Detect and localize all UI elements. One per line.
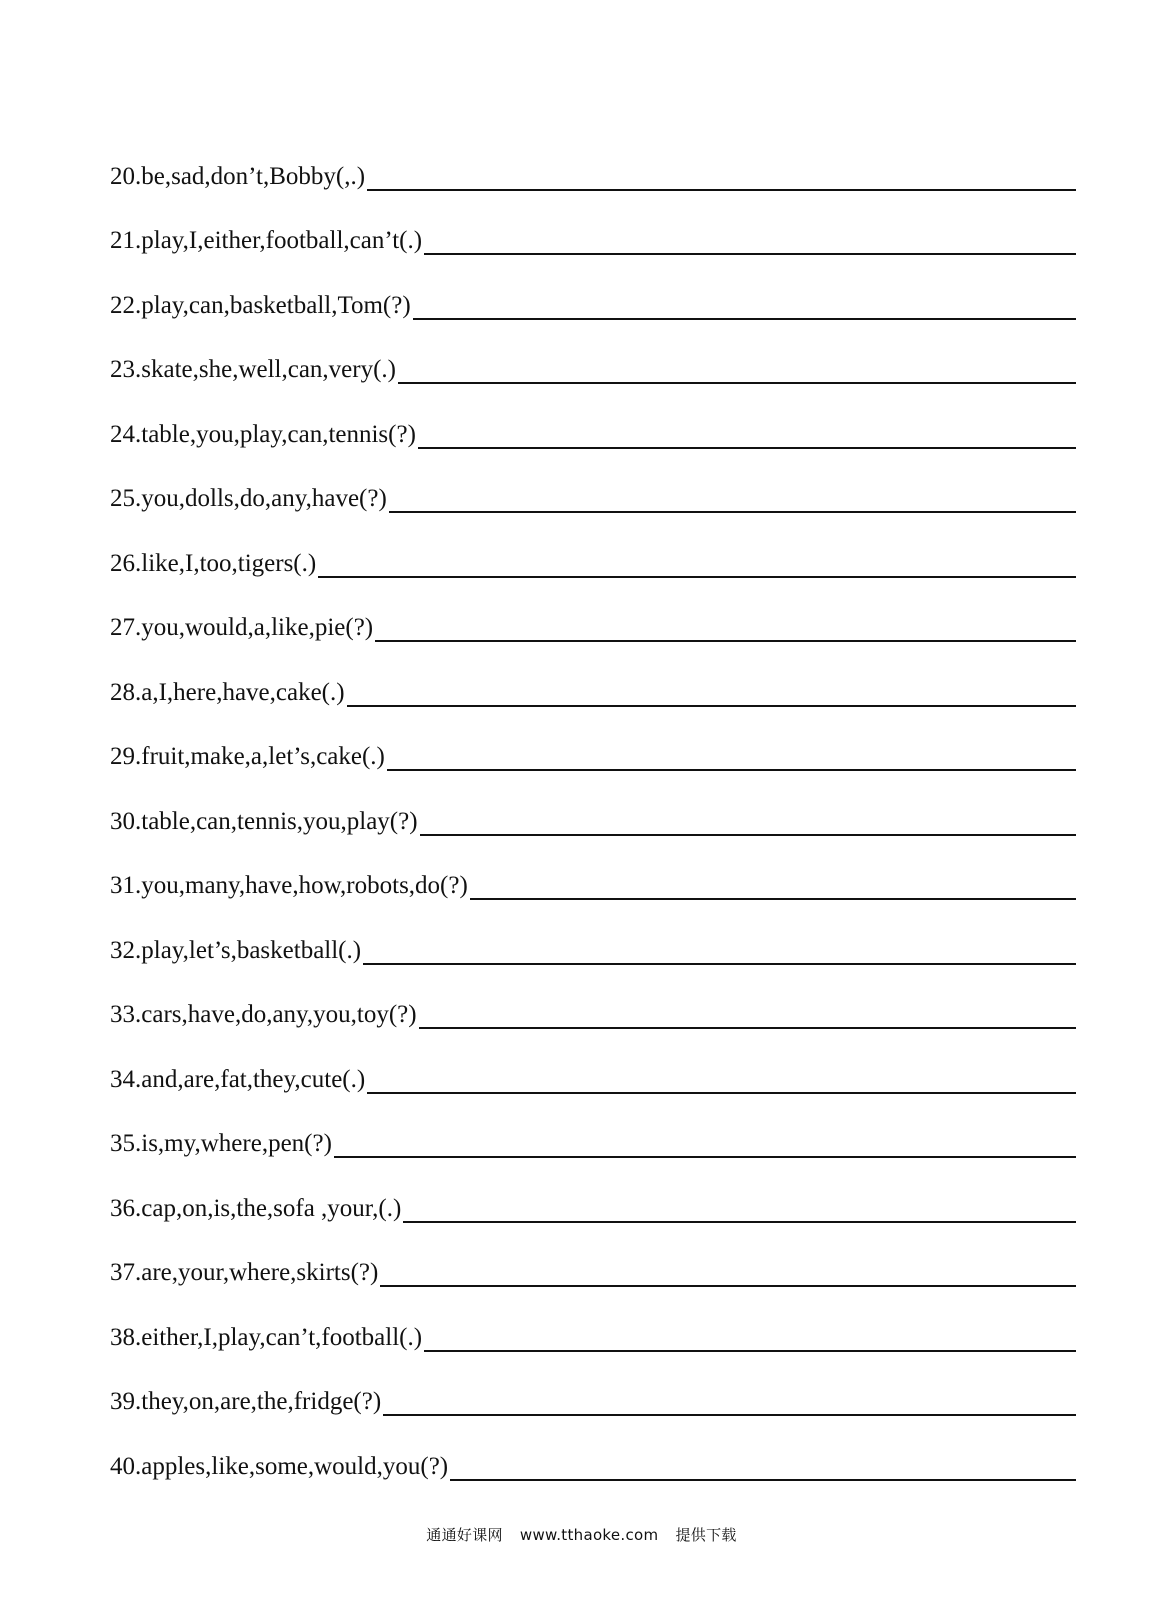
answer-line[interactable] (318, 576, 1076, 578)
exercise-list (110, 126, 1076, 1481)
answer-line[interactable] (424, 1350, 1076, 1352)
answer-line[interactable] (347, 705, 1076, 707)
page-footer (0, 1524, 1163, 1545)
answer-line[interactable] (334, 1156, 1076, 1158)
exercise-prompt: 29.fruit,make,a,let’s,cake(.) (110, 743, 385, 770)
answer-line[interactable] (418, 447, 1076, 449)
exercise-item-25 (110, 449, 1076, 514)
answer-line[interactable] (367, 1092, 1076, 1094)
answer-line[interactable] (424, 253, 1076, 255)
answer-line[interactable] (383, 1414, 1076, 1416)
exercise-item-36 (110, 1158, 1076, 1223)
exercise-prompt: 27.you,would,a,like,pie(?) (110, 614, 374, 641)
exercise-item-24 (110, 384, 1076, 449)
exercise-prompt: 25.you,dolls,do,any,have(?) (110, 485, 387, 512)
exercise-item-30 (110, 771, 1076, 836)
exercise-prompt: 24.table,you,play,can,tennis(?) (110, 420, 416, 448)
exercise-item-29 (110, 707, 1076, 772)
answer-line[interactable] (367, 189, 1076, 191)
exercise-prompt: 34.and,are,fat,they,cute(.) (110, 1065, 366, 1093)
answer-line[interactable] (387, 769, 1076, 771)
exercise-item-23 (110, 320, 1076, 385)
footer-url: www.tthaoke.com (519, 1526, 659, 1544)
exercise-item-32 (110, 900, 1076, 965)
exercise-item-33 (110, 965, 1076, 1030)
exercise-item-27 (110, 578, 1076, 643)
answer-line[interactable] (419, 1027, 1076, 1029)
exercise-prompt: 22.play,can,basketball,Tom(?) (110, 291, 411, 319)
exercise-prompt: 30.table,can,tennis,you,play(?) (110, 807, 418, 835)
answer-line[interactable] (375, 640, 1076, 642)
exercise-item-37 (110, 1223, 1076, 1288)
exercise-prompt: 28.a,I,here,have,cake(.) (110, 678, 345, 706)
exercise-item-39 (110, 1352, 1076, 1417)
exercise-prompt: 37.are,your,where,skirts(?) (110, 1259, 379, 1286)
answer-line[interactable] (470, 898, 1076, 900)
footer-site-name: 通通好课网 (426, 1526, 503, 1544)
exercise-item-38 (110, 1287, 1076, 1352)
exercise-prompt: 36.cap,on,is,the,sofa ,your,(.) (110, 1194, 402, 1222)
exercise-prompt: 35.is,my,where,pen(?) (110, 1130, 332, 1157)
exercise-prompt: 23.skate,she,well,can,very(.) (110, 356, 396, 383)
exercise-item-22 (110, 255, 1076, 320)
exercise-prompt: 26.like,I,too,tigers(.) (110, 549, 317, 577)
exercise-item-34 (110, 1029, 1076, 1094)
exercise-prompt: 38.either,I,play,can’t,football(.) (110, 1323, 423, 1351)
exercise-prompt: 20.be,sad,don’t,Bobby(,.) (110, 162, 366, 190)
exercise-item-28 (110, 642, 1076, 707)
answer-line[interactable] (363, 963, 1076, 965)
answer-line[interactable] (450, 1479, 1076, 1481)
answer-line[interactable] (389, 511, 1076, 513)
exercise-prompt: 39.they,on,are,the,fridge(?) (110, 1388, 382, 1415)
exercise-item-35 (110, 1094, 1076, 1159)
answer-line[interactable] (413, 318, 1076, 320)
exercise-item-31 (110, 836, 1076, 901)
exercise-item-21 (110, 191, 1076, 256)
footer-note: 提供下载 (675, 1526, 737, 1544)
exercise-item-26 (110, 513, 1076, 578)
exercise-prompt: 32.play,let’s,basketball(.) (110, 936, 362, 964)
exercise-prompt: 21.play,I,either,football,can’t(.) (110, 227, 423, 254)
exercise-prompt: 31.you,many,have,how,robots,do(?) (110, 872, 468, 899)
exercise-item-20 (110, 126, 1076, 191)
exercise-item-40 (110, 1416, 1076, 1481)
answer-line[interactable] (398, 382, 1076, 384)
exercise-prompt: 33.cars,have,do,any,you,toy(?) (110, 1001, 417, 1028)
answer-line[interactable] (403, 1221, 1076, 1223)
answer-line[interactable] (380, 1285, 1076, 1287)
answer-line[interactable] (420, 834, 1076, 836)
exercise-prompt: 40.apples,like,some,would,you(?) (110, 1452, 449, 1480)
